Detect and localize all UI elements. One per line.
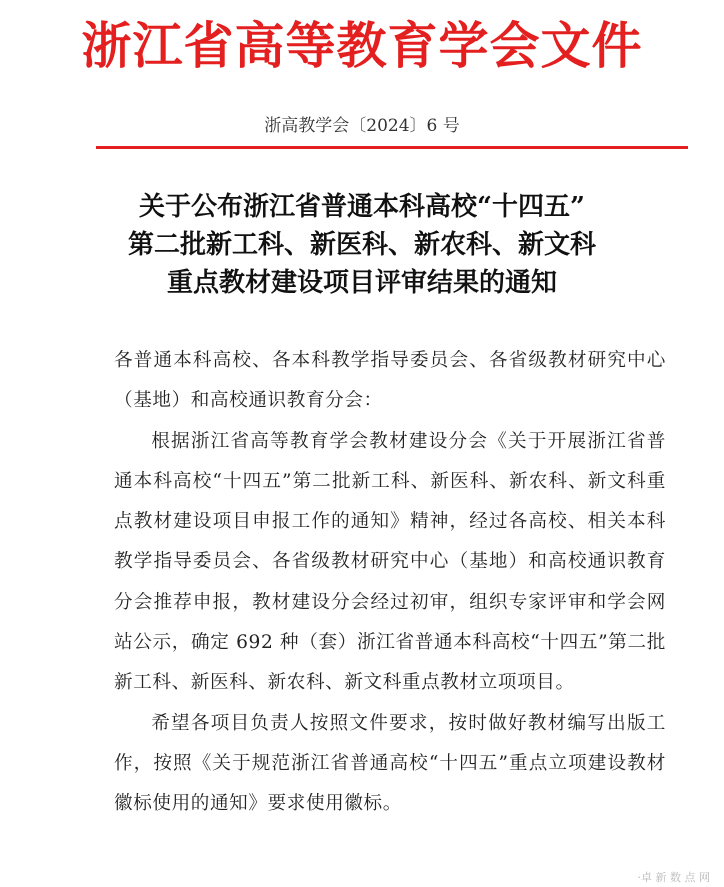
notice-title-line-1: 关于公布浙江省普通本科高校“十四五”	[139, 192, 585, 222]
org-header-title: 浙江省高等教育学会文件	[81, 16, 643, 75]
red-divider-rule	[96, 146, 688, 149]
document-number: 浙高教学会〔2024〕6 号	[264, 116, 460, 136]
notice-title	[0, 188, 724, 302]
body-paragraph-1: 根据浙江省高等教育学会教材建设分会《关于开展浙江省普通本科高校“十四五”第二批新工科、新医科、新农科、新文科重点教材建设项目申报工作的通知》精神，经过各高校、相关本科教学指导委员会、各省级教材研究中心（基地）和高校通识教育分会推荐申报，教材建设分会经过初审，组织专家评审和学会网站公示，确定 692 种（套）浙江省普通本科高校“十四五”第二批新工科、新医科、新农科、新文科重点教材立项项目。	[114, 430, 666, 694]
footer-watermark: ·卓 新 数 点 网	[637, 871, 710, 884]
body-paragraph-2: 希望各项目负责人按照文件要求，按时做好教材编写出版工作，按照《关于规范浙江省普通高校“十四五”重点立项建设教材徽标使用的通知》要求使用徽标。	[114, 712, 666, 815]
salutation: 各普通本科高校、各本科教学指导委员会、各省级教材研究中心（基地）和高校通识教育分会：	[114, 350, 666, 412]
notice-body	[114, 341, 666, 825]
notice-title-line-2: 第二批新工科、新医科、新农科、新文科	[127, 230, 596, 260]
notice-title-line-3: 重点教材建设项目评审结果的通知	[166, 268, 557, 298]
